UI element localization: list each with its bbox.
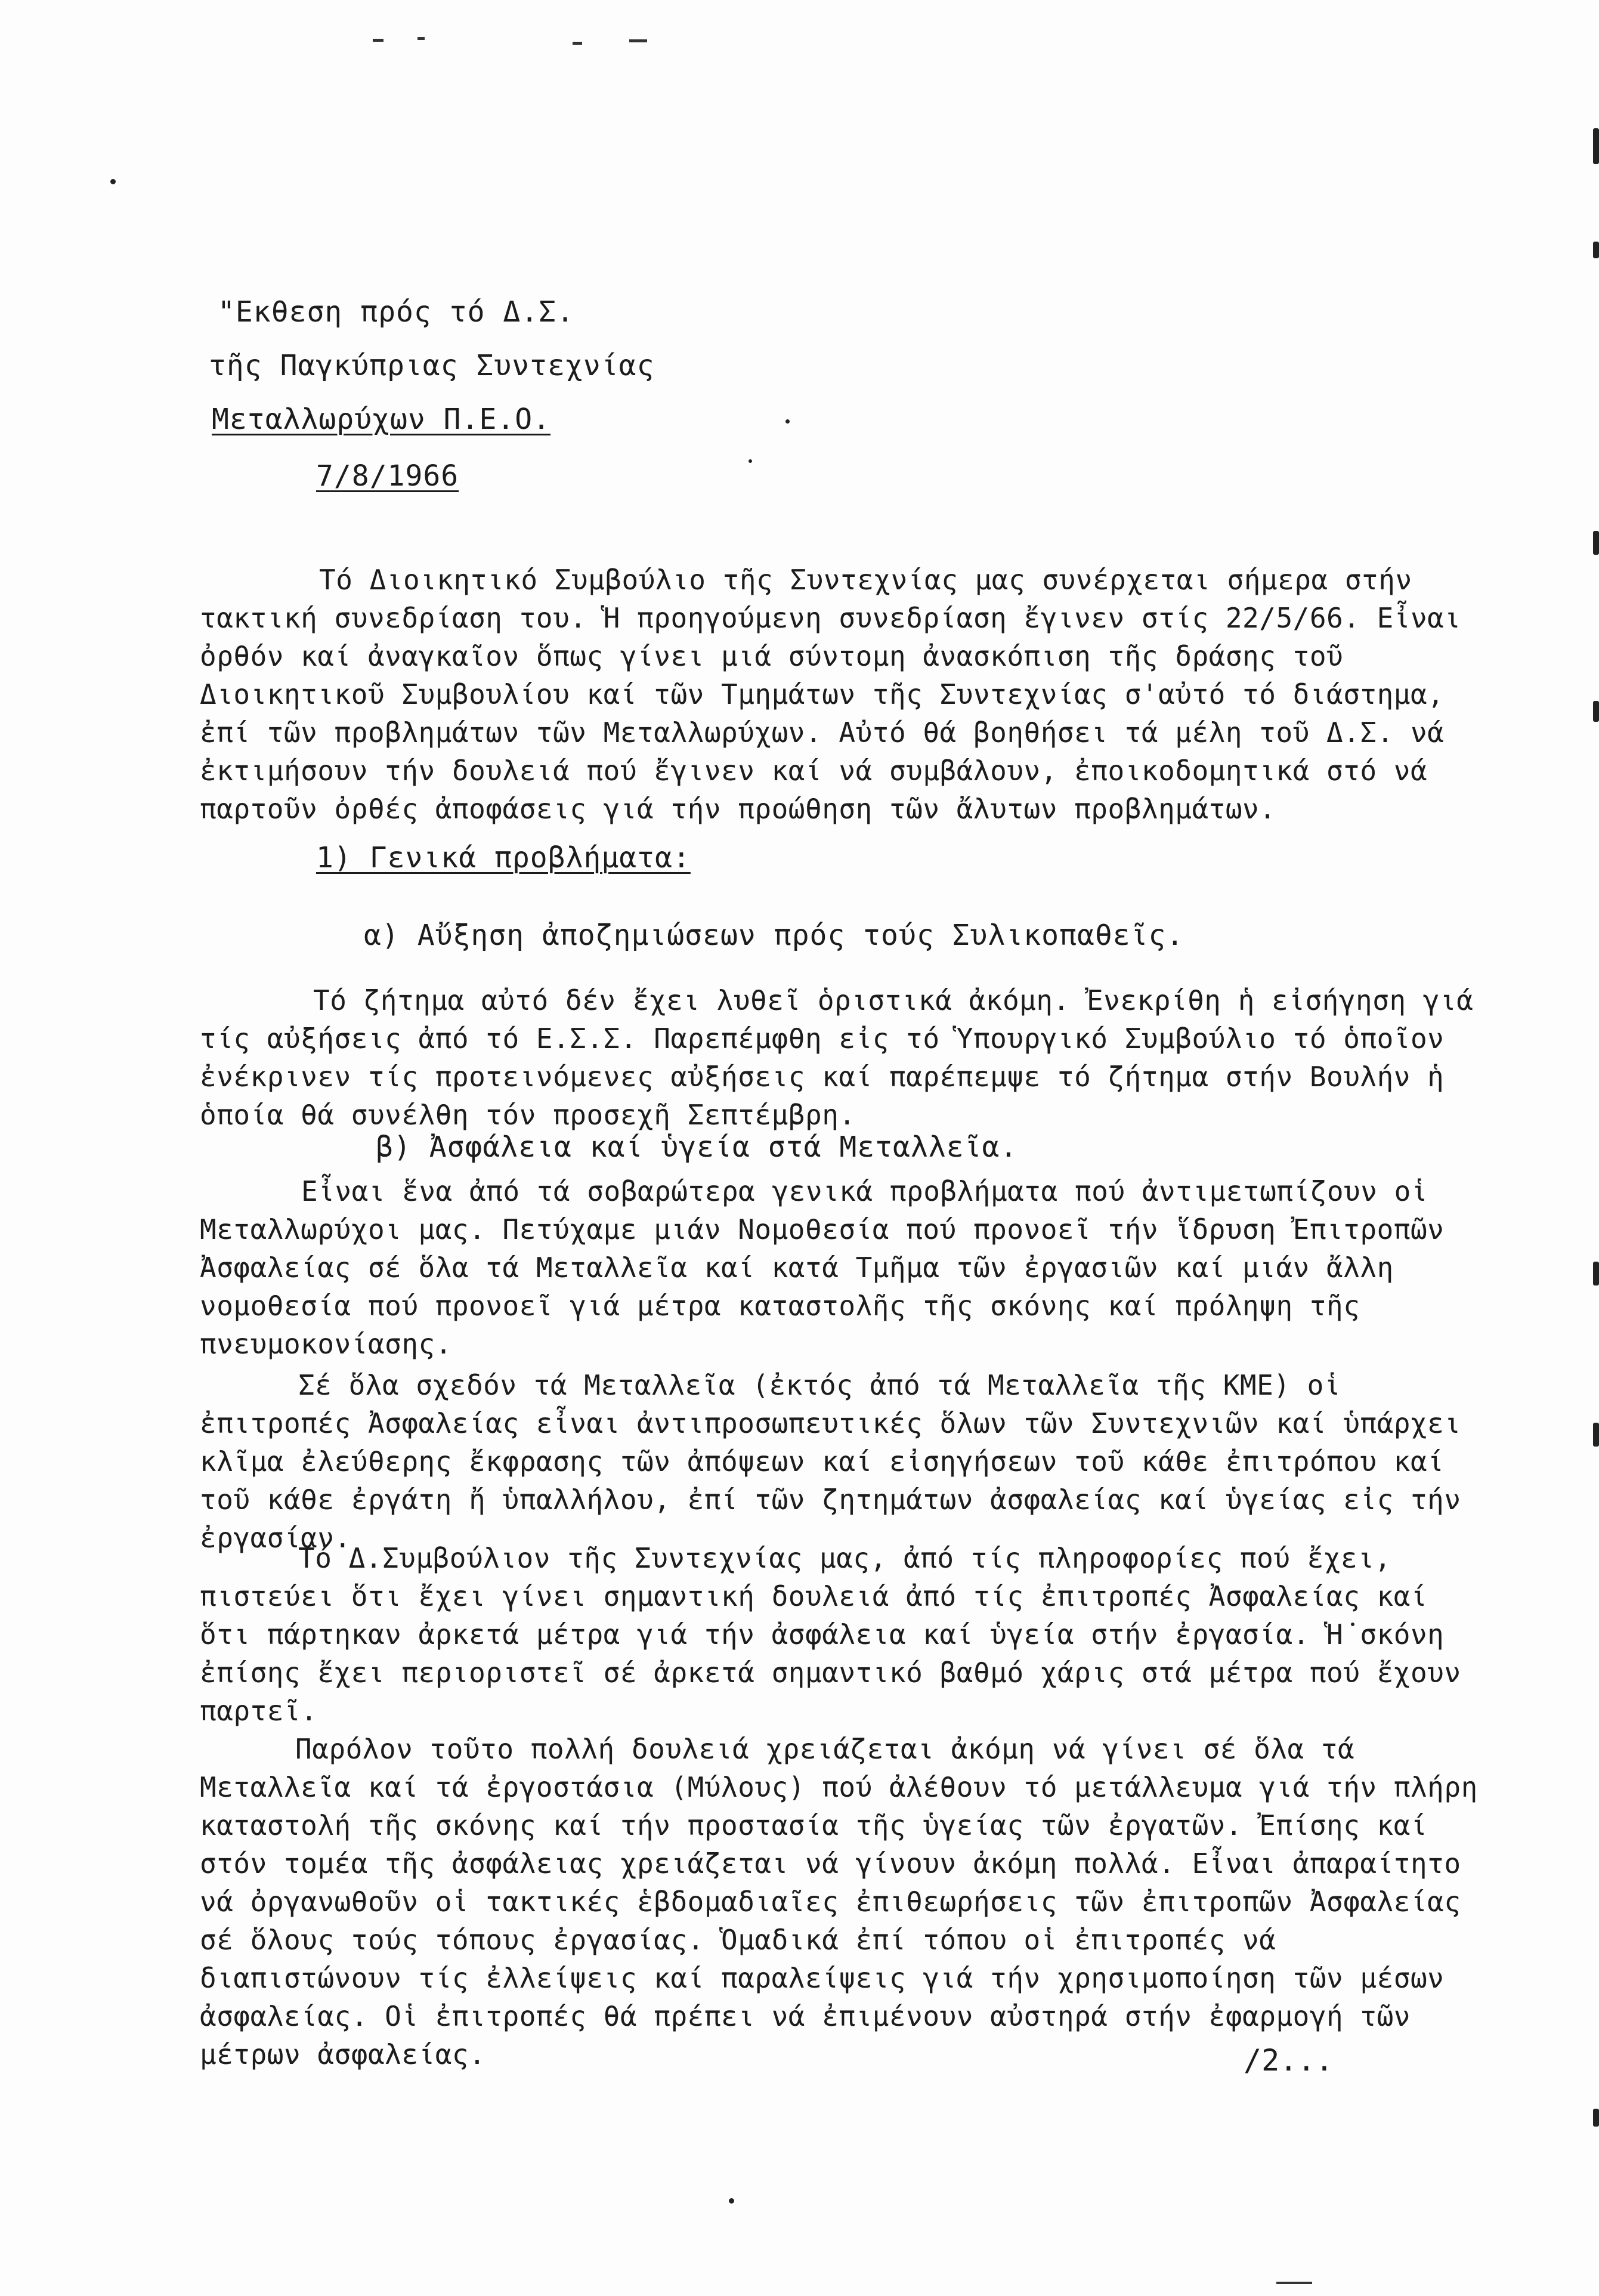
scan-speck	[110, 179, 116, 184]
scan-edge-mark	[1593, 242, 1599, 258]
scan-edge-mark	[1593, 2109, 1599, 2127]
subsection-a-paragraph: Τό ζήτημα αὐτό δέν ἔχει λυθεῖ ὁριστικά ἀκόμη. Ἐνεκρίθη ἡ εἰσήγηση γιά τίς αὐξήσεις ἀπό τό Ε.Σ.Σ. Παρεπέμφθη εἰς τό Ὑπουργικό Συμβούλιο τό ὁποῖον ἐνέκρινεν τίς προτεινόμενες αὐξήσεις καί παρέπεμψε τό ζήτημα στήν Βουλήν ἡ ὁποία θά συνέλθη τόν προσεχῆ Σεπτέμβρη.	[200, 984, 1490, 1131]
document-title-line1: "Εκθεση πρός τό Δ.Σ.	[218, 295, 574, 329]
section-1-heading: 1) Γενικά προβλήματα:	[316, 841, 691, 874]
document-title-line2: τῆς Παγκύπριας Συντεχνίας	[209, 349, 655, 382]
scan-edge-mark	[1593, 701, 1599, 722]
scan-speck	[749, 459, 752, 463]
scan-mark	[373, 39, 383, 42]
subsection-b-paragraph-4: Παρόλον τοῦτο πολλή δουλειά χρειάζεται ἀκόμη νά γίνει σέ ὅλα τά Μεταλλεῖα καί τά ἐργοστάσια (Μύλους) πού ἀλέθουν τό μετάλλευμα γιά τήν πλήρη καταστολή τῆς σκόνης καί τήν προστασία τῆς ὑγείας τῶν ἐργατῶν. Ἐπίσης καί στόν τομέα τῆς ἀσφάλειας χρειάζεται νά γίνουν ἀκόμη πολλά. Εἶναι ἀπαραίτητο νά ὀργανωθοῦν οἱ τακτικές ἑβδομαδιαῖες ἐπιθεωρήσεις τῶν ἐπιτροπῶν Ἀσφαλείας σέ ὅλους τούς τόπους ἐργασίας. Ὁμαδικά ἐπί τόπου οἱ ἐπιτροπές νά διαπιστώνουν τίς ἐλλείψεις καί παραλείψεις γιά τήν χρησιμοποίηση τῶν μέσων ἀσφαλείας. Οἱ ἐπιτροπές θά πρέπει νά ἐπιμένουν αὐστηρά στήν ἐφαρμογή τῶν μέτρων ἀσφαλείας.	[200, 1733, 1495, 2071]
scan-mark	[1276, 2282, 1312, 2284]
subsection-b-paragraph-2: Σέ ὅλα σχεδόν τά Μεταλλεῖα (ἐκτός ἀπό τά Μεταλλεῖα τῆς ΚΜΕ) οἱ ἐπιτροπές Ἀσφαλείας εἶναι ἀντιπροσωπευτικές ὅλων τῶν Συντεχνιῶν καί ὑπάρχει κλῖμα ἐλεύθερης ἔκφρασης τῶν ἀπόψεων καί εἰσηγήσεων τοῦ κάθε ἐπιτρόπου καί τοῦ κάθε ἐργάτη ἤ ὑπαλλήλου, ἐπί τῶν ζητημάτων ἀσφαλείας καί ὑγείας εἰς τήν ἐργασίαν.	[200, 1369, 1478, 1554]
subsection-a-heading: α) Αὔξηση ἀποζημιώσεων πρός τούς Συλικοπαθεῖς.	[364, 919, 1184, 952]
scan-speck	[785, 419, 790, 424]
subsection-b-paragraph-1: Εἶναι ἕνα ἀπό τά σοβαρώτερα γενικά προβλήματα πού ἀντιμετωπίζουν οἱ Μεταλλωρύχοι μας. Πετύχαμε μιάν Νομοθεσία πού προνοεῖ τήν ἵδρυση Ἐπιτροπῶν Ἀσφαλείας σέ ὅλα τά Μεταλλεῖα καί κατά Τμῆμα τῶν ἐργασιῶν καί μιάν ἄλλη νομοθεσία πού προνοεῖ γιά μέτρα καταστολῆς τῆς σκόνης καί πρόληψη τῆς πνευμοκονίασης.	[200, 1175, 1461, 1360]
document-date: 7/8/1966	[316, 459, 459, 493]
scan-edge-mark	[1593, 531, 1599, 555]
scan-mark	[417, 37, 425, 40]
scan-mark	[629, 39, 647, 42]
scan-speck	[729, 2198, 734, 2204]
subsection-b-heading: β) Ἀσφάλεια καί ὑγεία στά Μεταλλεῖα.	[376, 1130, 1018, 1164]
scan-edge-mark	[1593, 1262, 1599, 1285]
scan-mark	[573, 42, 582, 45]
page-continuation: /2...	[1244, 2043, 1334, 2078]
subsection-b-paragraph-3: Τό Δ.Συμβούλιον τῆς Συντεχνίας μας, ἀπό τίς πληροφορίες πού ἔχει, πιστεύει ὅτι ἔχει γίνει σημαντική δουλειά ἀπό τίς ἐπιτροπές Ἀσφαλείας καί ὅτι πάρτηκαν ἀρκετά μέτρα γιά τήν ἀσφάλεια καί ὑγεία στήν ἐργασία. Ἡ σκόνη ἐπίσης ἔχει περιοριστεῖ σέ ἀρκετά σημαντικό βαθμό χάρις στά μέτρα πού ἔχουν παρτεῖ.	[200, 1542, 1478, 1727]
document-title-line3: Μεταλλωρύχων Π.Ε.Ο.	[212, 403, 551, 436]
scan-edge-mark	[1593, 128, 1599, 164]
intro-paragraph: Τό Διοικητικό Συμβούλιο τῆς Συντεχνίας μας συνέρχεται σήμερα στήν τακτική συνεδρίαση του. Ἡ προηγούμενη συνεδρίαση ἔγινεν στίς 22/5/66. Εἶναι ὀρθόν καί ἀναγκαῖον ὅπως γίνει μιά σύντομη ἀνασκόπιση τῆς δράσης τοῦ Διοικητικοῦ Συμβουλίου καί τῶν Τμημάτων τῆς Συντεχνίας σ'αὐτό τό διάστημα, ἐπί τῶν προβλημάτων τῶν Μεταλλωρύχων. Αὐτό θά βοηθήσει τά μέλη τοῦ Δ.Σ. νά ἐκτιμήσουν τήν δουλειά πού ἔγινεν καί νά συμβάλουν, ἐποικοδομητικά στό νά παρτοῦν ὀρθές ἀποφάσεις γιά τήν προώθηση τῶν ἄλυτων προβλημάτων.	[200, 564, 1478, 825]
scan-edge-mark	[1593, 1423, 1599, 1447]
